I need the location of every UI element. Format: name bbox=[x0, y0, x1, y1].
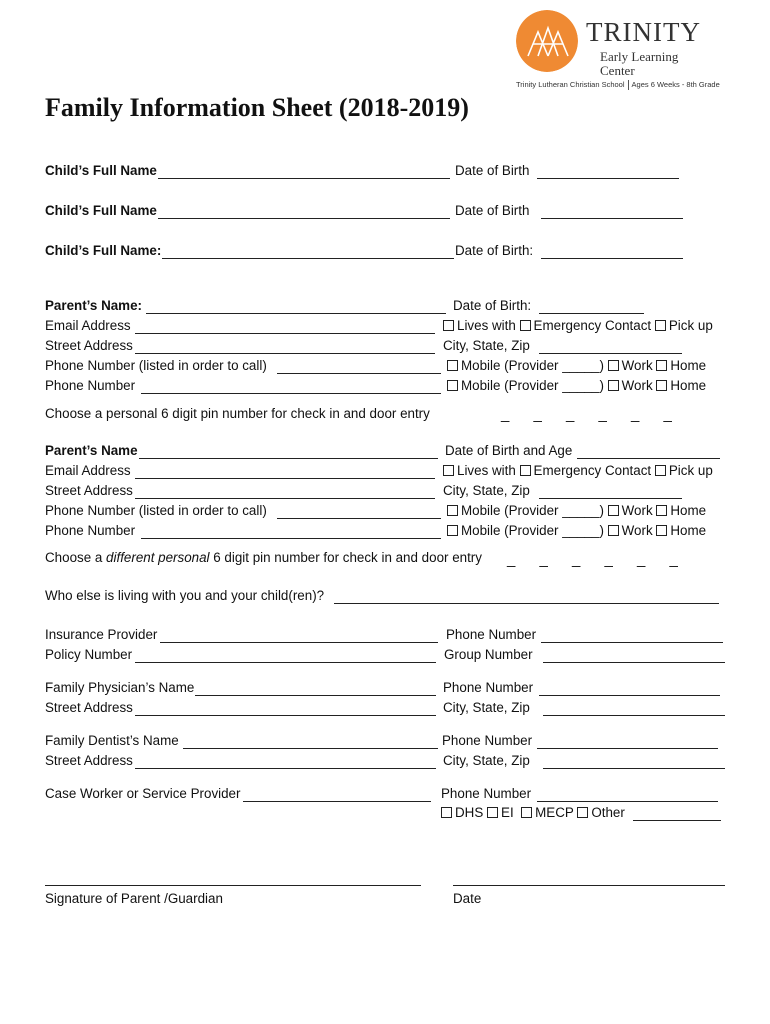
parent-1-street-label: Street Address bbox=[45, 338, 133, 353]
parent-1-city-label: City, State, Zip bbox=[443, 338, 530, 353]
school-name: Trinity Lutheran Christian School bbox=[516, 80, 625, 89]
dhs-checkbox[interactable] bbox=[441, 807, 452, 818]
parent-2-name-field[interactable] bbox=[139, 458, 438, 459]
child-3-label: Child’s Full Name: bbox=[45, 243, 162, 258]
trinity-logo-icon bbox=[516, 10, 578, 72]
dentist-name-field[interactable] bbox=[183, 748, 438, 749]
parent-2-street-field[interactable] bbox=[135, 498, 435, 499]
parent-2-name-label: Parent’s Name bbox=[45, 443, 138, 458]
parent-1-phone1-options: Mobile (Provider _____) Work Home bbox=[447, 357, 706, 375]
parent-1-pin-field[interactable]: _ _ _ _ _ _ bbox=[501, 406, 682, 423]
parent-2-phone1-label: Phone Number (listed in order to call) bbox=[45, 503, 267, 518]
work-checkbox[interactable] bbox=[608, 505, 619, 516]
dentist-city-label: City, State, Zip bbox=[443, 753, 530, 768]
work-checkbox[interactable] bbox=[608, 525, 619, 536]
caseworker-label: Case Worker or Service Provider bbox=[45, 786, 241, 801]
group-number-label: Group Number bbox=[444, 647, 533, 662]
parent-1-phone1-field[interactable] bbox=[277, 373, 441, 374]
policy-number-field[interactable] bbox=[135, 662, 436, 663]
physician-phone-field[interactable] bbox=[539, 695, 720, 696]
physician-street-field[interactable] bbox=[135, 715, 436, 716]
home-checkbox[interactable] bbox=[656, 505, 667, 516]
parent-1-phone2-field[interactable] bbox=[141, 393, 441, 394]
dentist-street-field[interactable] bbox=[135, 768, 436, 769]
caseworker-field[interactable] bbox=[243, 801, 431, 802]
logo-divider bbox=[628, 80, 629, 90]
parent-2-email-field[interactable] bbox=[135, 478, 435, 479]
page-title: Family Information Sheet (2018-2019) bbox=[45, 93, 469, 122]
parent-2-dob-label: Date of Birth and Age bbox=[445, 443, 573, 458]
mobile-checkbox[interactable] bbox=[447, 360, 458, 371]
signature-label: Signature of Parent /Guardian bbox=[45, 891, 223, 906]
home-checkbox[interactable] bbox=[656, 360, 667, 371]
home-checkbox[interactable] bbox=[656, 525, 667, 536]
other-field[interactable] bbox=[633, 820, 721, 821]
child-1-dob-label: Date of Birth bbox=[455, 163, 530, 178]
signature-line[interactable] bbox=[45, 885, 421, 886]
parent-2-pin-field[interactable]: _ _ _ _ _ _ bbox=[507, 551, 688, 568]
emergency-contact-checkbox[interactable] bbox=[520, 465, 531, 476]
pickup-checkbox[interactable] bbox=[655, 465, 666, 476]
parent-2-phone1-field[interactable] bbox=[277, 518, 441, 519]
parent-1-email-label: Email Address bbox=[45, 318, 131, 333]
physician-phone-label: Phone Number bbox=[443, 680, 534, 695]
physician-name-field[interactable] bbox=[195, 695, 436, 696]
parent-2-city-field[interactable] bbox=[539, 498, 682, 499]
dentist-phone-label: Phone Number bbox=[442, 733, 533, 748]
mobile-checkbox[interactable] bbox=[447, 505, 458, 516]
brand-name: TRINITY bbox=[586, 17, 701, 47]
parent-2-email-label: Email Address bbox=[45, 463, 131, 478]
parent-2-phone2-field[interactable] bbox=[141, 538, 441, 539]
work-checkbox[interactable] bbox=[608, 380, 619, 391]
insurance-phone-label: Phone Number bbox=[446, 627, 537, 642]
child-2-dob-label: Date of Birth bbox=[455, 203, 530, 218]
insurance-phone-field[interactable] bbox=[541, 642, 723, 643]
household-field[interactable] bbox=[334, 603, 719, 604]
mobile-checkbox[interactable] bbox=[447, 525, 458, 536]
child-1-label: Child’s Full Name bbox=[45, 163, 157, 178]
brand-subtitle: Early Learning Center bbox=[600, 49, 679, 78]
parent-1-email-field[interactable] bbox=[135, 333, 435, 334]
emergency-contact-checkbox[interactable] bbox=[520, 320, 531, 331]
child-2-label: Child’s Full Name bbox=[45, 203, 157, 218]
date-label: Date bbox=[453, 891, 482, 906]
ages-range: Ages 6 Weeks - 8th Grade bbox=[631, 80, 720, 89]
lives-with-checkbox[interactable] bbox=[443, 465, 454, 476]
parent-1-street-field[interactable] bbox=[135, 353, 435, 354]
insurance-provider-label: Insurance Provider bbox=[45, 627, 158, 642]
child-1-dob-field[interactable] bbox=[537, 178, 679, 179]
pickup-checkbox[interactable] bbox=[655, 320, 666, 331]
caseworker-phone-field[interactable] bbox=[537, 801, 718, 802]
mobile-checkbox[interactable] bbox=[447, 380, 458, 391]
dentist-name-label: Family Dentist’s Name bbox=[45, 733, 179, 748]
child-2-name-field[interactable] bbox=[158, 218, 450, 219]
parent-1-dob-label: Date of Birth: bbox=[453, 298, 532, 313]
work-checkbox[interactable] bbox=[608, 360, 619, 371]
lives-with-checkbox[interactable] bbox=[443, 320, 454, 331]
dentist-street-label: Street Address bbox=[45, 753, 133, 768]
parent-1-name-field[interactable] bbox=[146, 313, 446, 314]
caseworker-program-options: DHS EI MECP Other bbox=[441, 804, 625, 822]
parent-2-phone2-options: Mobile (Provider _____) Work Home bbox=[447, 522, 706, 540]
parent-1-contact-options: Lives with Emergency Contact Pick up bbox=[443, 317, 713, 335]
mecp-checkbox[interactable] bbox=[521, 807, 532, 818]
parent-1-phone2-options: Mobile (Provider _____) Work Home bbox=[447, 377, 706, 395]
parent-2-phone1-options: Mobile (Provider _____) Work Home bbox=[447, 502, 706, 520]
child-1-name-field[interactable] bbox=[158, 178, 450, 179]
parent-1-phone1-label: Phone Number (listed in order to call) bbox=[45, 358, 267, 373]
child-3-dob-label: Date of Birth: bbox=[455, 243, 534, 258]
parent-2-street-label: Street Address bbox=[45, 483, 133, 498]
policy-number-label: Policy Number bbox=[45, 647, 133, 662]
parent-2-contact-options: Lives with Emergency Contact Pick up bbox=[443, 462, 713, 480]
header-logo bbox=[516, 10, 720, 94]
parent-1-name-label: Parent’s Name: bbox=[45, 298, 142, 313]
parent-2-dob-field[interactable] bbox=[577, 458, 720, 459]
insurance-provider-field[interactable] bbox=[160, 642, 438, 643]
home-checkbox[interactable] bbox=[656, 380, 667, 391]
dentist-city-field[interactable] bbox=[543, 768, 725, 769]
child-3-name-field[interactable] bbox=[162, 258, 454, 259]
parent-1-phone2-label: Phone Number bbox=[45, 378, 136, 393]
parent-1-dob-field[interactable] bbox=[539, 313, 644, 314]
group-number-field[interactable] bbox=[543, 662, 725, 663]
physician-city-label: City, State, Zip bbox=[443, 700, 530, 715]
dentist-phone-field[interactable] bbox=[537, 748, 718, 749]
ei-checkbox[interactable] bbox=[487, 807, 498, 818]
parent-2-city-label: City, State, Zip bbox=[443, 483, 530, 498]
physician-street-label: Street Address bbox=[45, 700, 133, 715]
date-line[interactable] bbox=[453, 885, 725, 886]
physician-name-label: Family Physician’s Name bbox=[45, 680, 195, 695]
child-2-dob-field[interactable] bbox=[541, 218, 683, 219]
other-checkbox[interactable] bbox=[577, 807, 588, 818]
parent-1-city-field[interactable] bbox=[539, 353, 682, 354]
parent-2-phone2-label: Phone Number bbox=[45, 523, 136, 538]
household-label: Who else is living with you and your child(ren)? bbox=[45, 588, 325, 603]
parent-1-pin-label: Choose a personal 6 digit pin number for check in and door entry bbox=[45, 406, 430, 421]
physician-city-field[interactable] bbox=[543, 715, 725, 716]
child-3-dob-field[interactable] bbox=[541, 258, 683, 259]
caseworker-phone-label: Phone Number bbox=[441, 786, 532, 801]
parent-2-pin-label: Choose a different personal 6 digit pin number for check in and door entry bbox=[45, 550, 482, 565]
school-line bbox=[516, 80, 720, 90]
